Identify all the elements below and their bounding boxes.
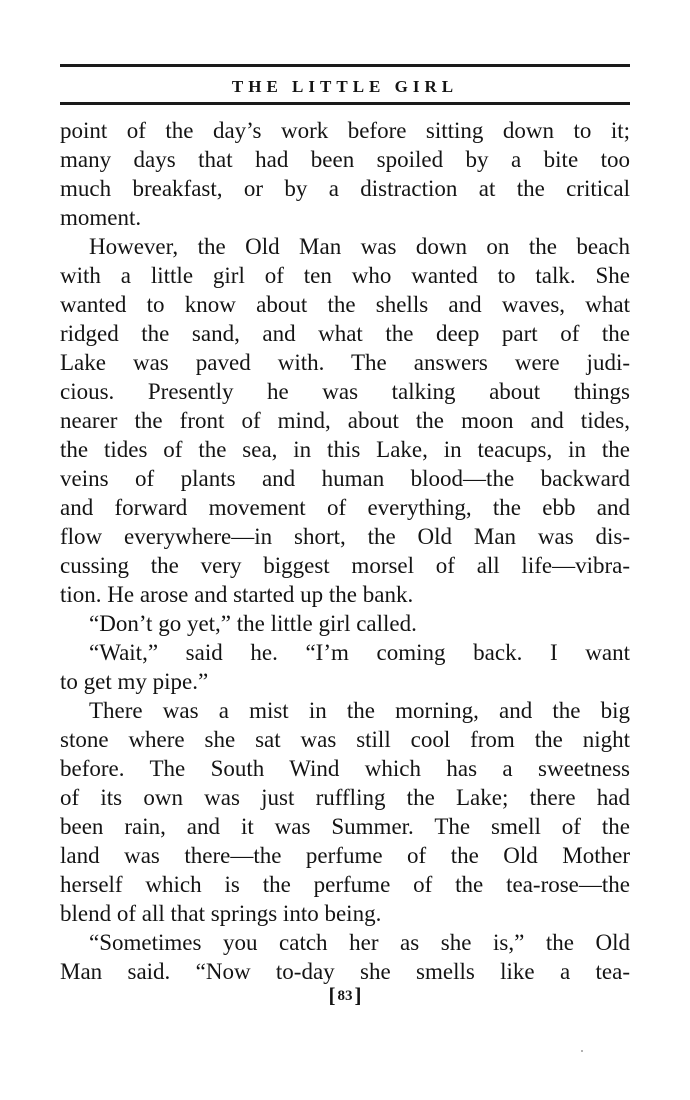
page-number-value: 83 — [337, 988, 353, 1004]
text-line: with a little girl of ten who wanted to talk. She — [60, 263, 630, 288]
text-line: nearer the front of mind, about the moon and tides, — [60, 408, 630, 433]
text-line: the tides of the sea, in this Lake, in teacups, in the — [60, 437, 630, 462]
text-line: flow everywhere—in short, the Old Man was dis- — [60, 524, 630, 549]
text-line: much breakfast, or by a distraction at the critical — [60, 176, 630, 201]
text-line: moment. — [60, 205, 142, 230]
text-line: stone where she sat was still cool from the night — [60, 727, 630, 752]
print-speck — [581, 1050, 583, 1052]
text-line: land was there—the perfume of the Old Mother — [60, 843, 630, 868]
header-rule-top — [60, 64, 630, 67]
text-line: been rain, and it was Summer. The smell of the — [60, 814, 630, 839]
text-line: many days that had been spoiled by a bite too — [60, 147, 630, 172]
text-line: ridged the sand, and what the deep part of the — [60, 321, 630, 346]
header-rule-bottom — [60, 102, 630, 105]
text-line: wanted to know about the shells and waves, what — [60, 292, 630, 317]
body-text — [60, 116, 630, 986]
text-line: before. The South Wind which has a sweetness — [60, 756, 630, 781]
text-line: point of the day’s work before sitting down to it; — [60, 118, 630, 143]
text-line: blend of all that springs into being. — [60, 901, 382, 926]
text-line: to get my pipe.” — [60, 669, 209, 694]
running-head: THE LITTLE GIRL — [231, 77, 459, 96]
text-line: Man said. “Now to-day she smells like a tea- — [60, 959, 630, 984]
text-line: cious. Presently he was talking about things — [60, 379, 630, 404]
page-number: [ 83] — [328, 983, 362, 1007]
text-line: Lake was paved with. The answers were judi- — [60, 350, 630, 375]
text-line: However, the Old Man was down on the beach — [89, 234, 630, 259]
text-line: and forward movement of everything, the ebb and — [60, 495, 630, 520]
text-line: of its own was just ruffling the Lake; there had — [60, 785, 630, 810]
text-line: “Wait,” said he. “I’m coming back. I want — [89, 640, 630, 665]
text-line: herself which is the perfume of the tea-rose—the — [60, 872, 630, 897]
text-line: cussing the very biggest morsel of all life—vibra- — [60, 553, 630, 578]
text-line: There was a mist in the morning, and the big — [89, 698, 630, 723]
text-line: “Don’t go yet,” the little girl called. — [89, 611, 417, 636]
text-line: veins of plants and human blood—the backward — [60, 466, 630, 491]
text-line: tion. He arose and started up the bank. — [60, 582, 414, 607]
text-line: “Sometimes you catch her as she is,” the Old — [89, 930, 630, 955]
book-page — [60, 0, 630, 1100]
